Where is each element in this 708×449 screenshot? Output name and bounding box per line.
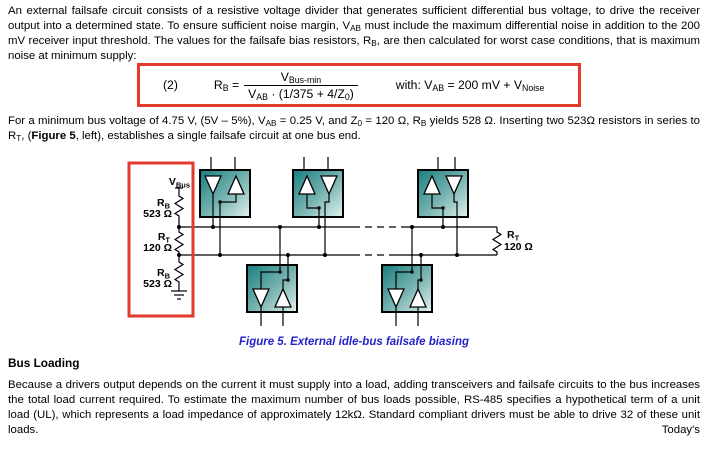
rt-right-label: $R_T$ bbox=[507, 229, 520, 243]
section-heading-bus-loading: Bus Loading bbox=[8, 356, 80, 370]
transceiver-top-2 bbox=[293, 157, 343, 257]
rb-bottom-value: 523 Ω bbox=[143, 278, 172, 290]
transceiver-top-3 bbox=[418, 157, 468, 257]
failsafe-bias-chain bbox=[143, 176, 190, 299]
equation-lhs: $R_B$ = bbox=[213, 78, 240, 93]
equation-2-highlight-box bbox=[137, 63, 581, 107]
resistor-rb-bottom bbox=[175, 255, 183, 291]
rt-right-value: 120 Ω bbox=[504, 241, 533, 253]
resistor-rt-left bbox=[175, 227, 183, 255]
equation-condition: with: $V_{AB} = 200$ mV + $V_{Noise}$ bbox=[395, 78, 545, 93]
rb-top-value: 523 Ω bbox=[143, 208, 172, 220]
figure-5-circuit-diagram bbox=[0, 152, 708, 336]
rt-left-label: $R_T$ bbox=[157, 231, 170, 245]
paragraph-calculation: For a minimum bus voltage of 4.75 V, (5V – 5%), $V_{AB} = 0.25$ V, and $Z_0 = 120$ Ω, $R_B$ yields 528 Ω. Inserting two 523Ω resistors in series to $R_T$, (Figure 5, left), establishes a single failsafe circuit at one bus end. bbox=[8, 115, 700, 143]
figure-caption: Figure 5. External idle-bus failsafe biasing bbox=[238, 336, 470, 348]
transceiver-top-1 bbox=[200, 157, 250, 257]
resistor-rb-top bbox=[175, 188, 183, 227]
rb-top-label: $R_B$ bbox=[156, 197, 170, 211]
termination-resistor-right bbox=[493, 227, 533, 255]
rt-left-value: 120 Ω bbox=[143, 242, 172, 254]
transceiver-bottom-1 bbox=[247, 225, 297, 326]
equation-denominator: $V_{AB} \cdot (1/375 + 4/Z_0)$ bbox=[244, 85, 358, 101]
equation-fraction bbox=[244, 70, 358, 101]
transceiver-bottom-2 bbox=[382, 225, 432, 326]
equation-number: (2) bbox=[163, 78, 178, 92]
rb-bottom-label: $R_B$ bbox=[156, 267, 170, 281]
equation-numerator: $V_{Bus-min}$ bbox=[280, 69, 322, 85]
paragraph-intro: An external failsafe circuit consists of a resistive voltage divider that generates sufficient differential bus voltage, to drive the receiver output into a determined state. To ensure sufficient noise margin, $V_{AB}$ must include the maximum differential noise in addition to the 200 mV receiver input threshold. The values for the failsafe bias resistors, $R_B$, are then calculated for worst case conditions, that is maximum noise at minimum supply: bbox=[8, 5, 700, 62]
vbus-label: $V_{Bus}$ bbox=[168, 176, 190, 190]
paragraph-bus-loading: Because a drivers output depends on the current it must supply into a load, adding transceivers and failsafe circuits to the bus increases the total load current required. To estimate the maximum number of bus loads possible, RS-485 specifies a hypothetical term of a unit load (UL), which represents a load impedance of approximately 12kΩ. Standard compliant drivers must be able to drive 32 of these unit loads. Today's bbox=[8, 379, 700, 436]
ground-symbol bbox=[171, 291, 187, 299]
